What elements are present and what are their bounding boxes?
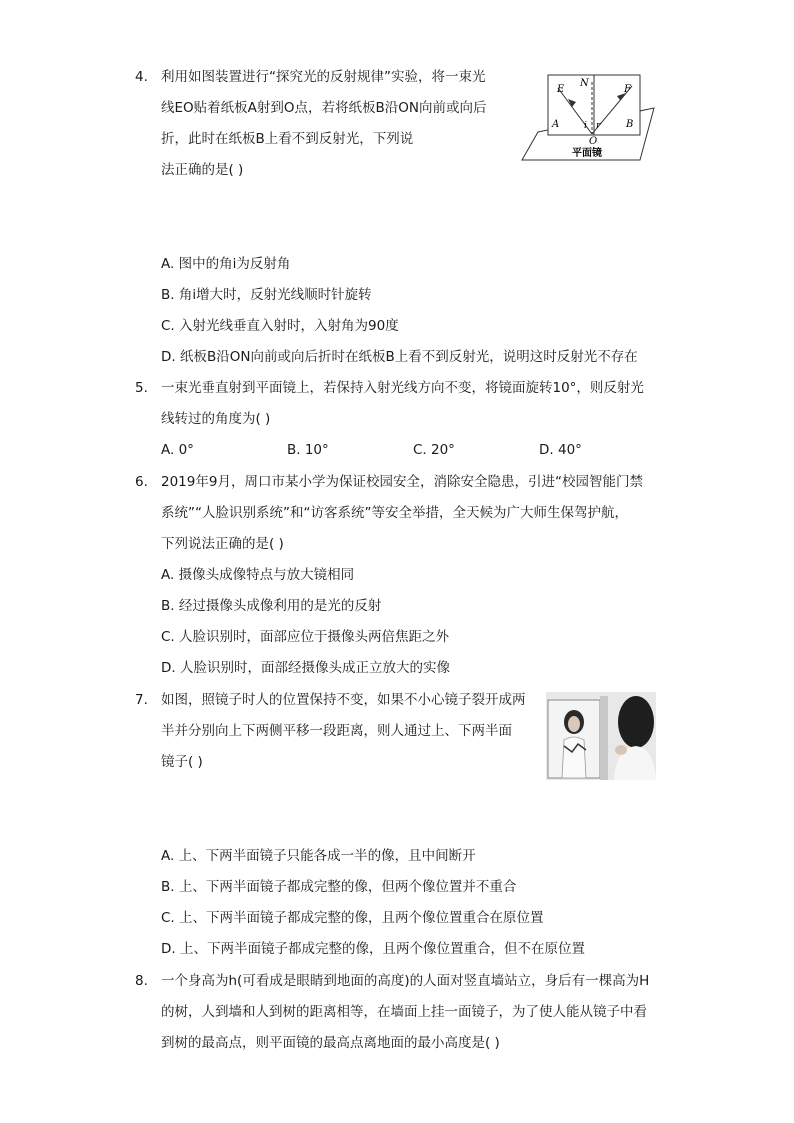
- label-a: A: [552, 119, 560, 130]
- label-e: E: [557, 84, 565, 95]
- label-o: O: [589, 136, 598, 147]
- mirror-photo-figure: [546, 692, 656, 780]
- girl-hand: [615, 745, 627, 755]
- question-7-option-b: B. 上、下两半面镜子都成完整的像，但两个像位置并不重合: [161, 879, 517, 895]
- mirror-stand: [600, 696, 608, 780]
- mirror-caption: 平面镜: [572, 148, 602, 159]
- question-5-option-c: C. 20°: [413, 442, 455, 458]
- reflection-experiment-figure: [520, 72, 660, 162]
- question-5-line-2: 线转过的角度为( ): [161, 411, 271, 427]
- question-4-line-1: 利用如图装置进行“探究光的反射规律”实验，将一束光: [161, 69, 486, 85]
- label-r: r: [596, 121, 601, 131]
- label-n: N: [580, 78, 589, 89]
- question-7-line-3: 镜子( ): [161, 754, 203, 770]
- question-6-option-a: A. 摄像头成像特点与放大镜相同: [161, 567, 355, 583]
- question-4-line-4: 法正确的是( ): [161, 162, 244, 178]
- question-6-line-1: 2019年9月，周口市某小学为保证校园安全，消除安全隐患，引进“校园智能门禁: [161, 474, 643, 490]
- question-6-option-c: C. 人脸识别时，面部应位于摄像头两倍焦距之外: [161, 629, 450, 645]
- question-5-option-b: B. 10°: [287, 442, 329, 458]
- question-5-line-1: 一束光垂直射到平面镜上，若保持入射光线方向不变，将镜面旋转10°，则反射光: [161, 380, 644, 396]
- question-6-number: 6.: [135, 474, 148, 490]
- label-f: F: [624, 84, 631, 95]
- question-5-option-a: A. 0°: [161, 442, 194, 458]
- question-7-option-a: A. 上、下两半面镜子只能各成一半的像，且中间断开: [161, 848, 476, 864]
- question-5-option-d: D. 40°: [539, 442, 582, 458]
- question-6-option-b: B. 经过摄像头成像利用的是光的反射: [161, 598, 382, 614]
- question-5-number: 5.: [135, 380, 148, 396]
- question-6-line-3: 下列说法正确的是( ): [161, 536, 284, 552]
- question-4-option-d: D. 纸板B沿ON向前或向后折时在纸板B上看不到反射光，说明这时反射光不存在: [161, 349, 638, 365]
- question-7-option-c: C. 上、下两半面镜子都成完整的像，且两个像位置重合在原位置: [161, 910, 544, 926]
- reflected-girl-face: [568, 716, 580, 732]
- question-4-option-b: B. 角i增大时，反射光线顺时针旋转: [161, 287, 372, 303]
- question-4-option-c: C. 入射光线垂直入射时，入射角为90度: [161, 318, 399, 334]
- label-i: i: [584, 121, 587, 131]
- question-4-line-3: 折，此时在纸板B上看不到反射光，下列说: [161, 131, 414, 147]
- question-7-option-d: D. 上、下两半面镜子都成完整的像，且两个像位置重合，但不在原位置: [161, 941, 585, 957]
- question-8-line-1: 一个身高为h(可看成是眼睛到地面的高度)的人面对竖直墙站立，身后有一棵高为H: [161, 973, 650, 989]
- question-8-line-2: 的树，人到墙和人到树的距离相等，在墙面上挂一面镜子，为了使人能从镜子中看: [161, 1004, 647, 1020]
- question-7-number: 7.: [135, 692, 148, 708]
- question-4-option-a: A. 图中的角i为反射角: [161, 256, 291, 272]
- question-4-line-2: 线EO贴着纸板A射到O点，若将纸板B沿ON向前或向后: [161, 100, 487, 116]
- question-4-number: 4.: [135, 69, 148, 85]
- question-6-line-2: 系统”“人脸识别系统”和“访客系统”等安全举措，全天候为广大师生保驾护航，: [161, 505, 628, 521]
- girl-hair: [618, 696, 654, 748]
- question-7-line-1: 如图，照镜子时人的位置保持不变，如果不小心镜子裂开成两: [161, 692, 526, 708]
- question-8-number: 8.: [135, 973, 148, 989]
- label-b: B: [626, 119, 634, 130]
- reflected-girl-body: [562, 737, 586, 778]
- question-6-option-d: D. 人脸识别时，面部经摄像头成正立放大的实像: [161, 660, 450, 676]
- question-8-line-3: 到树的最高点，则平面镜的最高点离地面的最小高度是( ): [161, 1035, 500, 1051]
- question-7-line-2: 半并分别向上下两侧平移一段距离，则人通过上、下两半面: [161, 723, 512, 739]
